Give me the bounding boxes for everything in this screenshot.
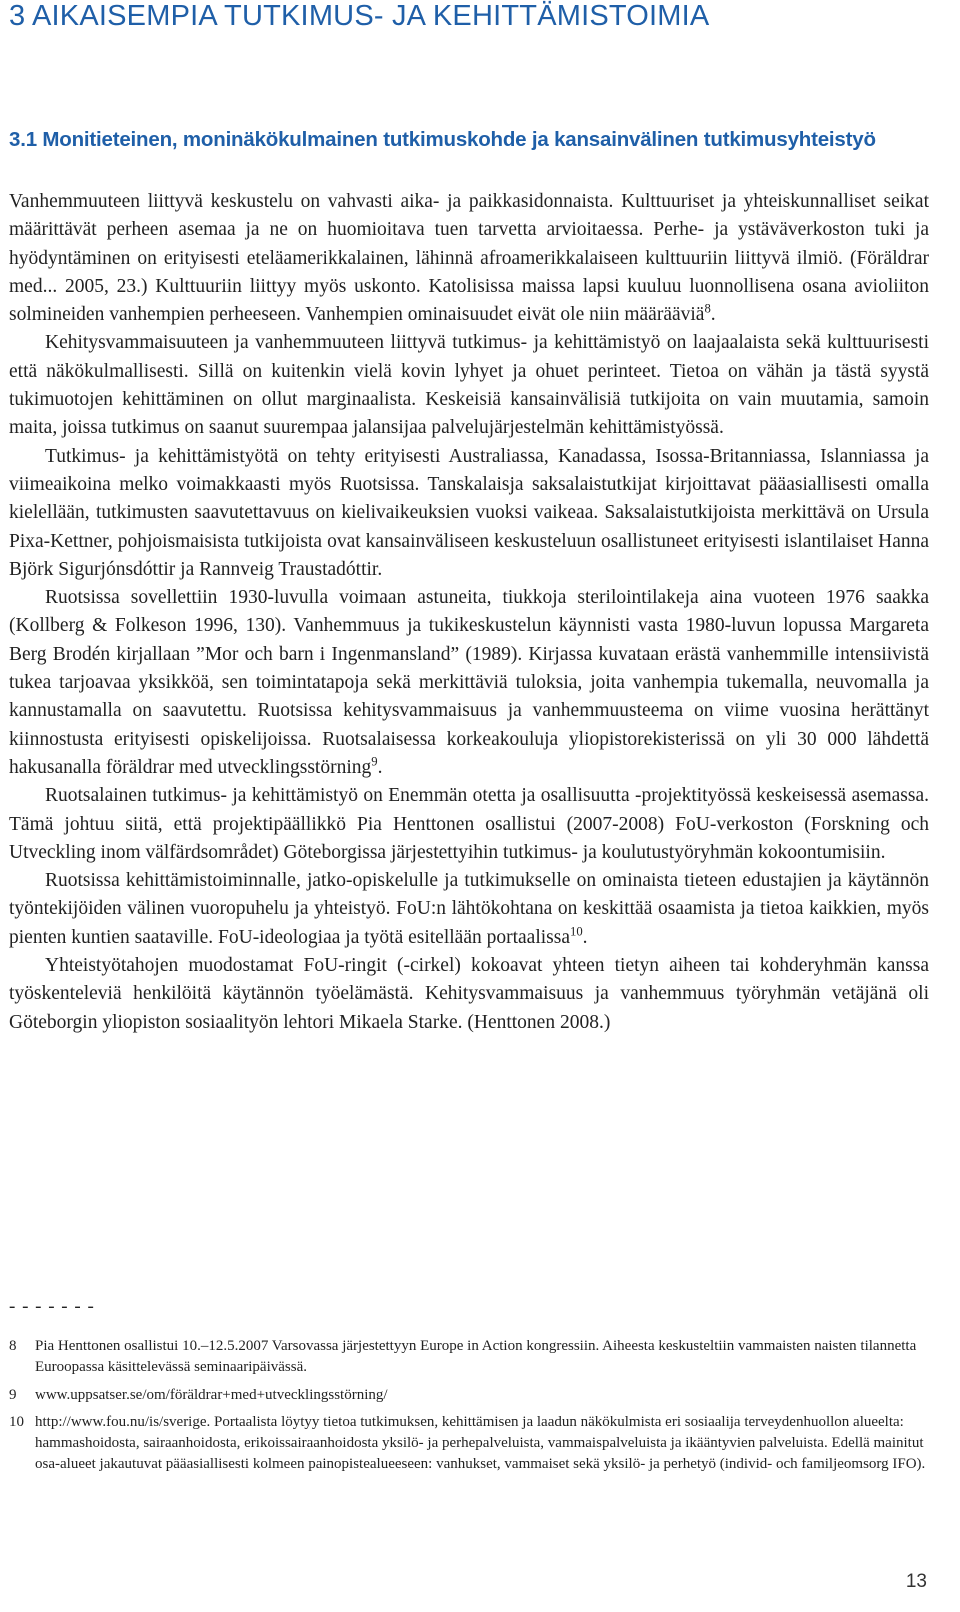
section-title: 3.1 Monitieteinen, moninäkökulmainen tutkimuskohde ja kansainvälinen tutkimusyhteistyö: [9, 128, 876, 151]
footnote-text: Pia Henttonen osallistui 10.–12.5.2007 Varsovassa järjestettyyn Europe in Action kongressiin. Aiheesta keskusteltiin vammaisten naisten tilannetta Euroopassa käsittelevässä seminaaripäivässä.: [35, 1338, 917, 1375]
body-text: [9, 188, 929, 1037]
footnotes: [9, 1336, 929, 1482]
footnote-ref: 9: [371, 754, 378, 769]
footnote-number: 8: [9, 1338, 17, 1354]
footnote-number: 9: [9, 1386, 17, 1403]
paragraph: Kehitysvammaisuuteen ja vanhemmuuteen liittyvä tutkimus- ja kehittämistyö on laajaalaista sekä kulttuurisesti että näkökulmallisesti. Sillä on kuitenkin vielä kovin lyhyet ja ohuet perinteet. Tietoa on vähän ja tästä syystä tukimuotojen kehittäminen on ollut marginaalista. Keskeisiä kansainvälisiä tutkijoita on vain muutamia, samoin maita, joissa tutkimus on saanut suurempaa jalansijaa palvelujärjestelmän kehittämistyössä.: [9, 332, 929, 439]
footnote-link[interactable]: www.uppsatser.se/om/föräldrar+med+utvecklingsstörning/: [35, 1386, 388, 1403]
footnote-ref: 10: [570, 924, 583, 939]
footnote-text: http://www.fou.nu/is/sverige. Portaalista löytyy tietoa tutkimuksen, kehittämisen ja laadun näkökulmista eri sosiaalija terveydenhuollon alueelta: hammashoidosta, sairaanhoidosta, erikoissairaanhoidosta yksilö- ja perhepalveluista, vammaispalveluista ja ikääntyvien palveluista. Edellä mainitut osa-alueet jakautuvat pääasiallisesti kolmeen painopistealueeseen: vanhukset, vammaiset sekä yksilö- ja perhetyö (individ- och familjeomsorg IFO).: [35, 1414, 926, 1472]
footnote: [9, 1385, 929, 1406]
footnote: [9, 1412, 929, 1474]
footnote: [9, 1336, 929, 1378]
page-number: 13: [905, 1571, 927, 1592]
paragraph: Tutkimus- ja kehittämistyötä on tehty erityisesti Australiassa, Kanadassa, Isossa-Britanniassa, Islanniassa ja viimeaikoina melko voimakkaasti myös Ruotsissa. Tanskalaisja saksalaistutkijat kirjoittavat pääasiallisesti omalla kielellään, tutkimusten saavutettavuus on kielivaikeuksien vuoksi vaikeaa. Saksalaistutkijoista merkittävä on Ursula Pixa-Kettner, pohjoismaisista tutkijoista ovat kansainväliseen keskusteluun osallistuneet erityisesti islantilaiset Hanna Björk Sigurjónsdóttir ja Rannveig Traustadóttir.: [9, 445, 929, 580]
paragraph: Vanhemmuuteen liittyvä keskustelu on vahvasti aika- ja paikkasidonnaista. Kulttuuriset ja yhteiskunnalliset seikat määrittävät perheen asemaa ja ne on huomioitava tuen tarvetta arvioitaessa. Perhe- ja ystäväverkoston tuki ja hyödyntäminen on erityisesti eteläamerikkalainen, lähinnä afroamerikkalaiseen kulttuuriin liittyvä ilmiö. (Föräldrar med... 2005, 23.) Kulttuuriin liittyy myös uskonto. Katolisissa maissa lapsi kuuluu luonnollisena osana avioliiton solmineiden vanhempien perheeseen. Vanhempien ominaisuudet eivät ole niin määrääviä$^8$.: [9, 191, 929, 326]
footnote-ref: 8: [704, 301, 711, 316]
footnote-separator: - - - - - - -: [9, 1296, 95, 1317]
paragraph: Ruotsalainen tutkimus- ja kehittämistyö on Enemmän otetta ja osallisuutta -projektityössä keskeisessä asemassa. Tämä johtuu siitä, että projektipäällikkö Pia Henttonen osallistui (2007-2008) FoU-verkoston (Forskning och Utveckling inom välfärdsområdet) Göteborgissa järjestettyihin tutkimus- ja koulutustyöryhmän kokoontumisiin.: [9, 785, 929, 863]
paragraph: Yhteistyötahojen muodostamat FoU-ringit (-cirkel) kokoavat yhteen tietyn aiheen tai kohderyhmän kanssa työskenteleviä henkilöitä käytännön työelämästä. Kehitysvammaisuus ja vanhemmuus työryhmän vetäjänä oli Göteborgin yliopiston sosiaalityön lehtori Mikaela Starke. (Henttonen 2008.): [9, 955, 929, 1033]
chapter-title: 3 AIKAISEMPIA TUTKIMUS- JA KEHITTÄMISTOIMIA: [9, 0, 710, 32]
paragraph: Ruotsissa kehittämistoiminnalle, jatko-opiskelulle ja tutkimukselle on ominaista tieteen edustajien ja käytännön työntekijöiden välinen vuoropuhelu ja yhteistyö. FoU:n lähtökohtana on keskittää osaamista ja tietoa kaikkien, myös pienten kuntien saataville. FoU-ideologiaa ja työtä esitellään portaalissa$^{10}$.: [9, 870, 929, 948]
footnote-number: 10: [9, 1414, 24, 1431]
paragraph: Ruotsissa sovellettiin 1930-luvulla voimaan astuneita, tiukkoja sterilointilakeja aina vuoteen 1976 saakka (Kollberg & Folkeson 1996, 130). Vanhemmuus ja tukikeskustelun käynnisti vasta 1980-luvun lopussa Margareta Berg Brodén kirjallaan ”Mor och barn i Ingenmansland” (1989). Kirjassa kuvataan erästä vanhemmille intensiivistä tukea tarjoavaa yksikköä, sen toimintatapoja sekä merkittäviä tuloksia, joita vanhempia tukemalla, neuvomalla ja kannustamalla on saavutettu. Ruotsissa kehitysvammaisuus ja vanhemmuusteema on viime vuosina herättänyt kiinnostusta erityisesti opiskelijoissa. Ruotsalaisessa korkeakouluja yliopistorekisterissä on yli 30 000 lähdettä hakusanalla föräldrar med utvecklingsstörning$^9$.: [9, 587, 929, 778]
